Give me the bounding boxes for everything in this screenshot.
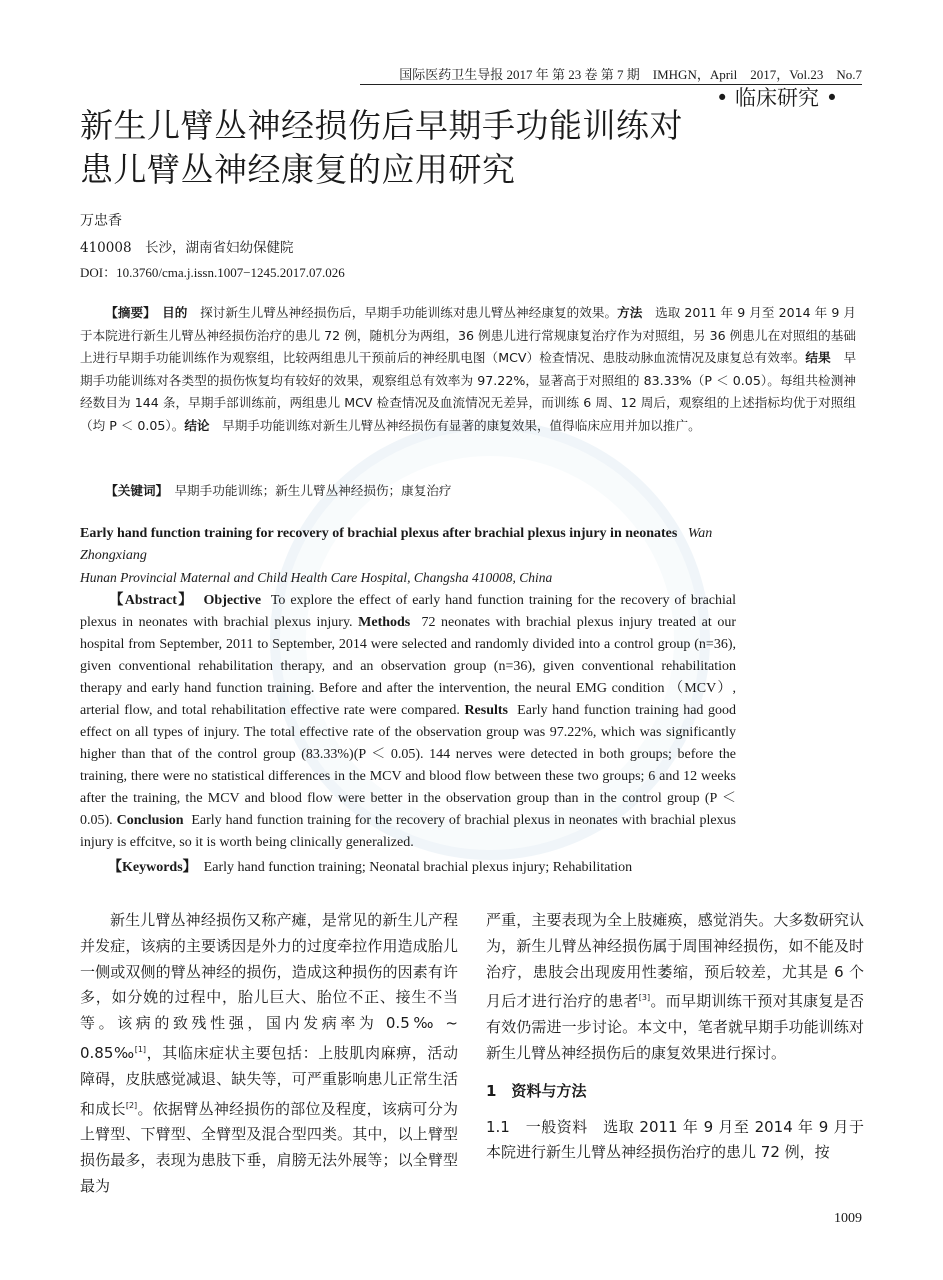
- section-heading-methods: 1 资料与方法: [486, 1081, 587, 1100]
- intro-continuation: [486, 908, 864, 1067]
- english-abstract: [80, 590, 736, 854]
- cn-keywords-label: 【关键词】: [105, 483, 162, 498]
- english-title: [80, 523, 740, 567]
- running-header: 国际医药卫生导报 2017 年 第 23 卷 第 7 期 IMHGN，April 2017，Vol.23 No.7: [399, 67, 862, 82]
- citation-1[interactable]: [1]: [134, 1044, 147, 1054]
- cn-results: 早期手功能训练对各类型的损伤恢复均有较好的效果，观察组总有效率为 97.22%，显著高于对照组的 83.33%（P ＜ 0.05）。每组共检测神经数目为 144 条，早期手部训练前，两组患儿 MCV 检查情况及血流情况无差异，而训练 6 周、12 周后，观察组的上述指标均优于对照组（均 P ＜ 0.05）。: [80, 350, 857, 433]
- en-keywords-label: 【Keywords】: [108, 860, 197, 875]
- en-title-text: Early hand function training for recovery of brachial plexus after brachial plexus injury in neonates: [80, 526, 678, 541]
- en-methods-label: Methods: [358, 615, 411, 630]
- intro-text-1: 新生儿臂丛神经损伤又称产瘫，是常见的新生儿产程并发症，该病的主要诱因是外力的过度牵拉作用造成胎儿一侧或双侧的臂丛神经的损伤，造成这种损伤的因素有许多，如分娩的过程中，胎儿巨大、胎位不正、接生不当等。该病的致残性强，国内发病率为 0.5‰ ~ 0.85‰: [80, 911, 458, 1062]
- chinese-keywords: [80, 480, 856, 502]
- cn-results-label: 结果: [805, 350, 831, 365]
- cn-methods-label: 方法: [617, 305, 643, 320]
- cn-objective-label: 目的: [162, 305, 188, 320]
- english-affiliation: Hunan Provincial Maternal and Child Health Care Hospital, Changsha 410008, China: [80, 570, 553, 585]
- cn-abstract-label: 【摘要】: [105, 305, 150, 320]
- cn-conclusion-label: 结论: [184, 417, 210, 433]
- author-affiliation: 410008 长沙，湖南省妇幼保健院: [80, 240, 294, 256]
- en-results: Early hand function training had good effect on all types of injury. The total effective rate of the observation group was 97.22%, which was significantly higher than that of the control group (83.33%)(P ＜ 0.05). 144 nerves were detected in both groups; before the training, there were no statistical differences in the MCV and blood flow between these two groups; 6 and 12 weeks after the training, the MCV and blood flow were better in the observation group than in the control group (P ＜ 0.05).: [80, 703, 737, 828]
- en-author: Wan Zhongxiang: [80, 526, 713, 563]
- en-abstract-label: 【Abstract】: [108, 593, 194, 608]
- title-line-1: 新生儿臂丛神经损伤后早期手功能训练对: [80, 106, 683, 145]
- intro-text-5: 。而早期训练干预对其康复是否有效仍需进一步讨论。本文中，笔者就早期手功能训练对新生儿臂丛神经损伤后的康复效果进行探讨。: [486, 992, 864, 1062]
- en-conclusion-label: Conclusion: [116, 813, 184, 828]
- body-column-left: [80, 908, 458, 1200]
- en-objective-label: Objective: [203, 593, 262, 608]
- en-methods: 72 neonates with brachial plexus injury treated at our hospital from September, 2011 to September, 2014 were selected and randomly divided into a control group (n=36), given conventional rehabilitation therapy, and an observation group (n=36), given conventional rehabilitation therapy and early hand function training. Before and after the intervention, the neural EMG condition （MCV）, arterial flow, and total rehabilitation effective rate were compared.: [80, 615, 736, 718]
- en-objective: To explore the effect of early hand function training for the recovery of brachial plexus in neonates with brachial plexus injury.: [80, 593, 737, 630]
- intro-paragraph: [80, 908, 458, 1200]
- column-tag: • 临床研究 •: [716, 86, 839, 110]
- body-column-right: [486, 908, 864, 1166]
- en-conclusion: Early hand function training for the recovery of brachial plexus in neonates with brachial plexus injury is effcitve, so it is worth being clinically generalized.: [80, 813, 737, 850]
- title-line-2: 患儿臂丛神经康复的应用研究: [80, 150, 516, 189]
- doi: DOI：10.3760/cma.j.issn.1007−1245.2017.07.026: [80, 265, 345, 280]
- subsection-label: 1.1 一般资料: [486, 1117, 588, 1136]
- english-keywords: [80, 857, 780, 879]
- cn-keywords-text: 早期手功能训练；新生儿臂丛神经损伤；康复治疗: [174, 483, 452, 498]
- chinese-abstract: [80, 302, 856, 437]
- subsection-general-data: [486, 1115, 864, 1167]
- page-number: 1009: [834, 1211, 862, 1226]
- subsection-text: 选取 2011 年 9 月至 2014 年 9 月于本院进行新生儿臂丛神经损伤治疗的患儿 72 例，按: [486, 1117, 864, 1162]
- en-results-label: Results: [464, 703, 508, 718]
- author-name: 万忠香: [80, 213, 122, 229]
- article-title: [80, 104, 760, 192]
- cn-objective: 探讨新生儿臂丛神经损伤后，早期手功能训练对患儿臂丛神经康复的效果。: [200, 305, 618, 320]
- cn-conclusion: 早期手功能训练对新生儿臂丛神经损伤有显著的康复效果，值得临床应用并加以推广。: [222, 417, 701, 433]
- citation-3[interactable]: [3]: [638, 993, 651, 1003]
- intro-text-2: ，其临床症状主要包括：上肢肌肉麻痹，活动障碍，皮肤感觉减退、缺失等，可严重影响患儿正常生活和成长: [80, 1043, 458, 1118]
- citation-2[interactable]: [2]: [125, 1100, 138, 1110]
- cn-methods: 选取 2011 年 9 月至 2014 年 9 月于本院进行新生儿臂丛神经损伤治疗的患儿 72 例，随机分为两组，36 例患儿进行常规康复治疗作为对照组，另 36 例患儿在对照组的基础上进行早期手功能训练作为观察组，比较两组患儿干预前后的神经肌电图（MCV）检查情况、患肢动脉血流情况及康复总有效率。: [80, 305, 857, 365]
- intro-text-3: 。依据臂丛神经损伤的部位及程度，该病可分为上臂型、下臂型、全臂型及混合型四类。其中，以上臂型损伤最多，表现为患肢下垂，肩膀无法外展等；以全臂型最为: [80, 1099, 458, 1195]
- intro-text-4: 严重，主要表现为全上肢瘫痪，感觉消失。大多数研究认为，新生儿臂丛神经损伤属于周围神经损伤，如不能及时治疗，患肢会出现废用性萎缩，预后较差，尤其是 6 个月后才进行治疗的患者: [486, 911, 864, 1011]
- en-keywords-text: Early hand function training; Neonatal brachial plexus injury; Rehabilitation: [203, 860, 633, 875]
